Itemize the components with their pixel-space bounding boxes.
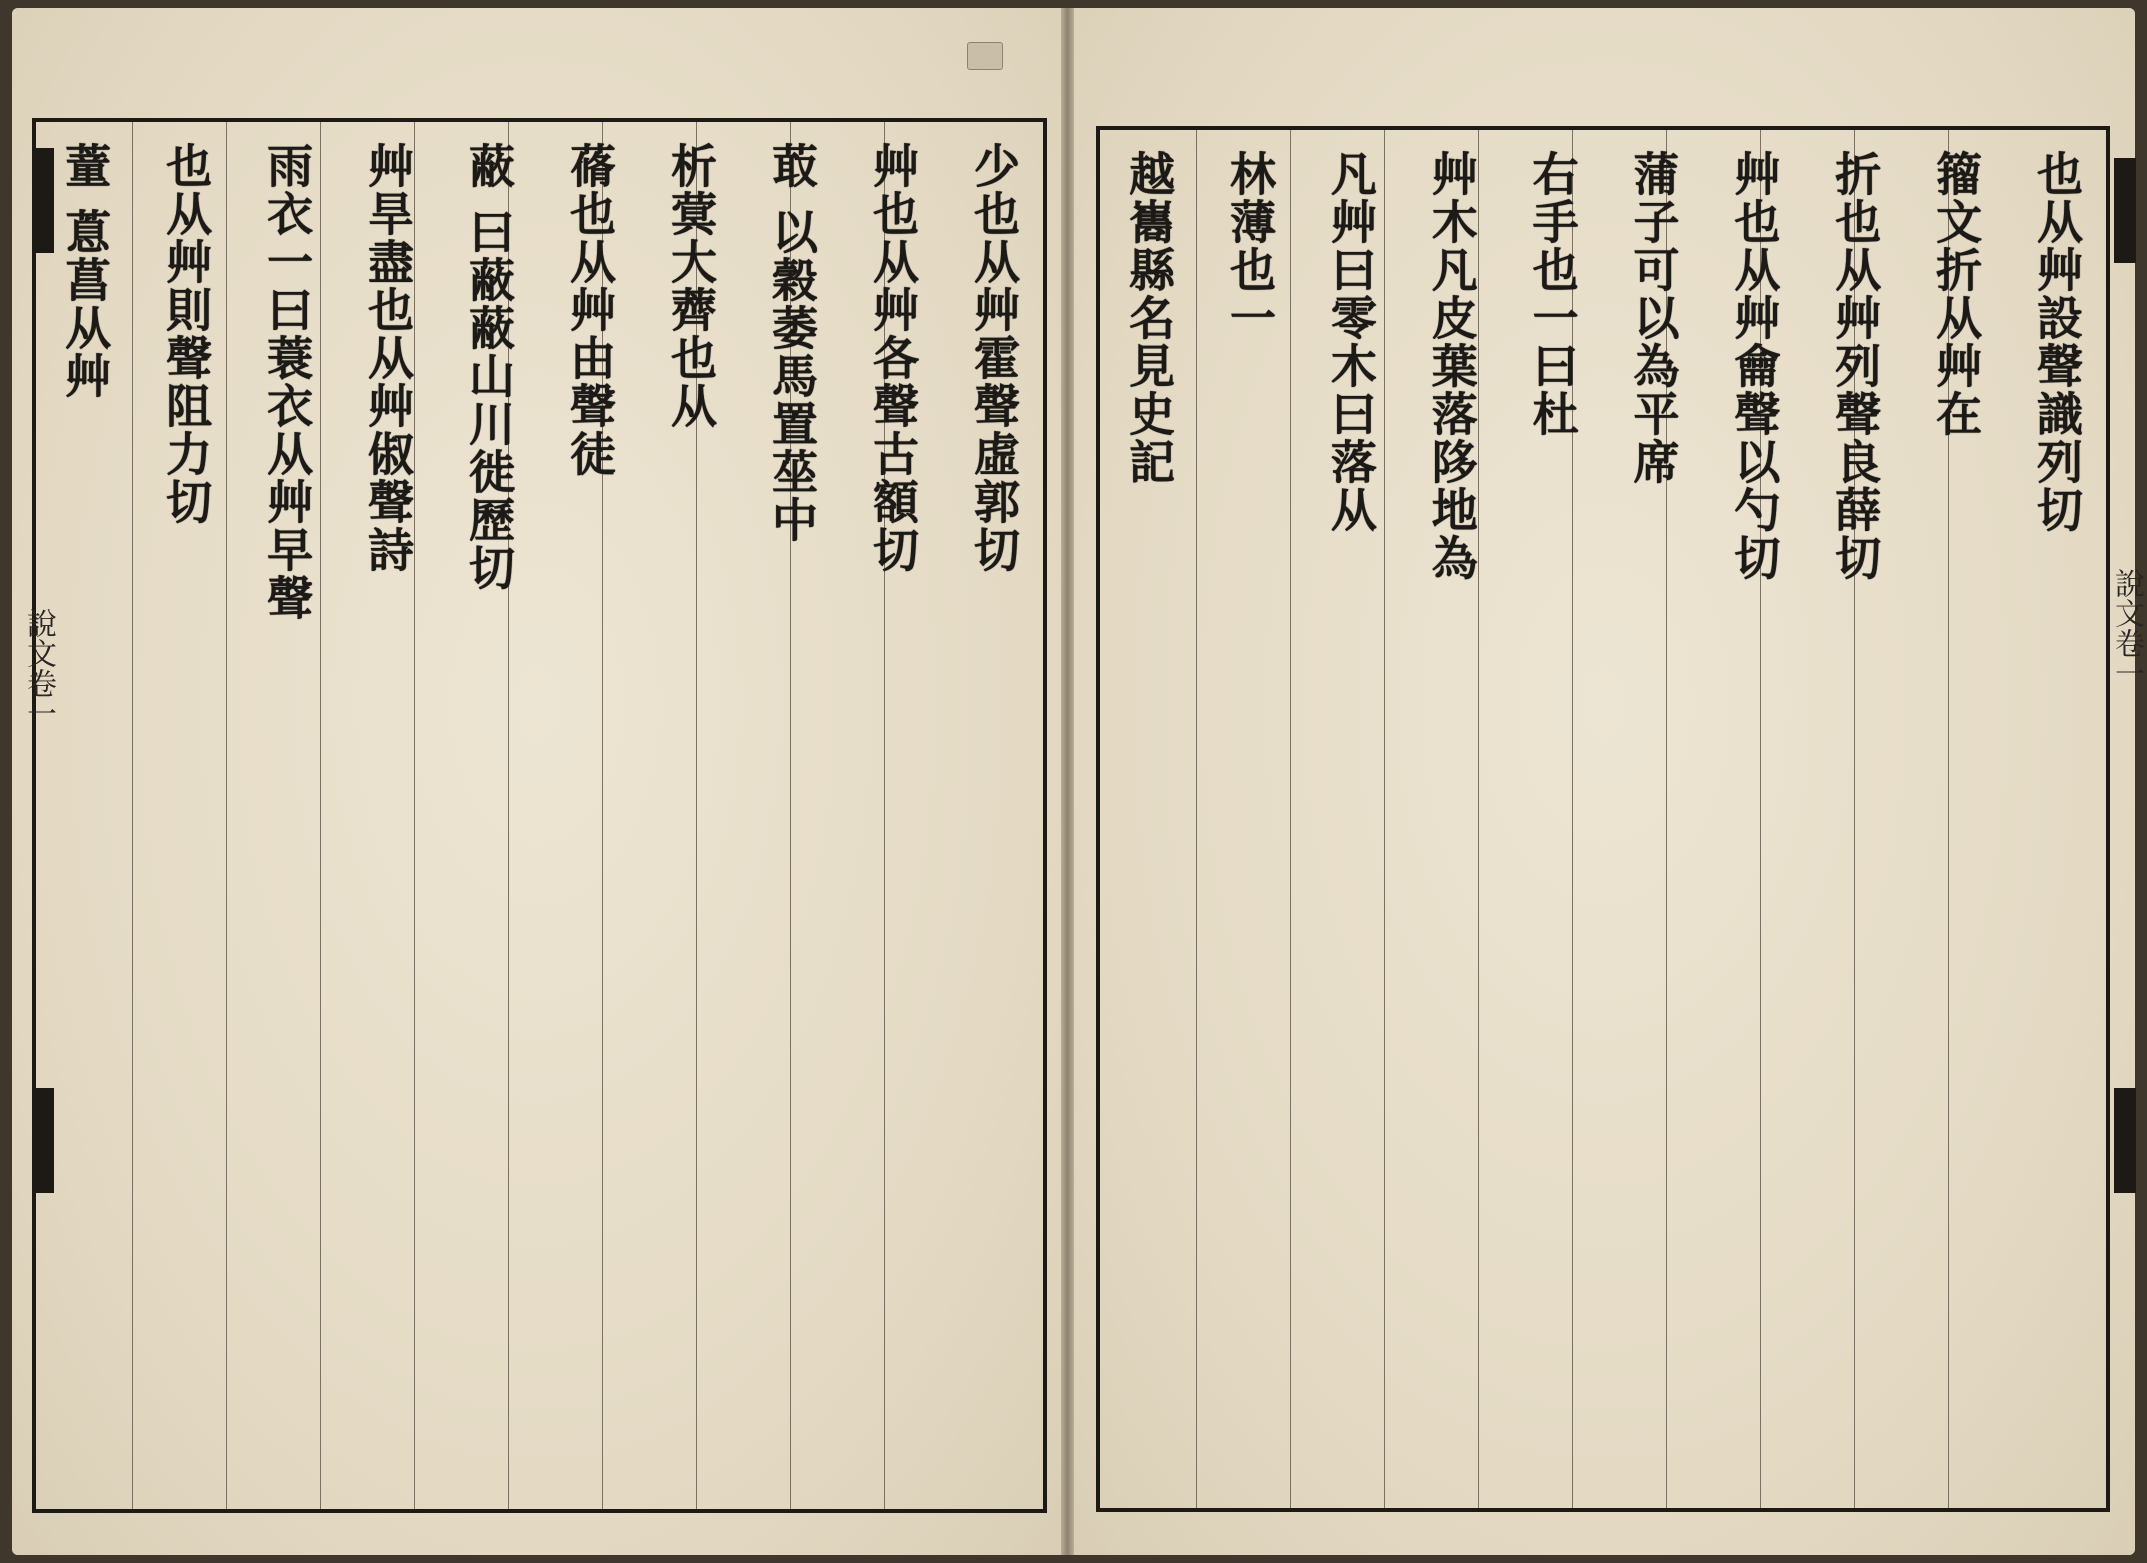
text-column: 越巂縣名見史記 [1122, 150, 1177, 486]
text-column: 也从艸則聲阻力切 [159, 142, 214, 526]
text-column: 林薄也一 [1222, 150, 1277, 342]
fishtail-mark [2114, 158, 2136, 263]
left-page-text [54, 142, 1025, 1489]
text-column: 蓨也从艸由聲徒 [563, 142, 618, 478]
text-column: 也从艸設聲識列切 [2029, 150, 2084, 534]
right-page [1074, 8, 2144, 1555]
book-spread [12, 8, 2144, 1555]
paper-repair-patch [967, 42, 1003, 70]
text-column: 艸木凡皮葉落陊地為 [1424, 150, 1479, 582]
margin-title: 說文卷一 [2109, 568, 2144, 688]
fishtail-mark [32, 1088, 54, 1193]
text-column: 少也从艸霍聲虛郭切 [966, 142, 1021, 574]
fishtail-mark [2114, 1088, 2136, 1193]
left-page-frame [32, 118, 1047, 1513]
text-column: 蒲子可以為平席 [1626, 150, 1681, 486]
text-column: 蔽 曰蔽蔽山川徙歷切 [462, 142, 517, 593]
text-column: 右手也一曰杜 [1525, 150, 1580, 438]
text-column: 艸也从艸龠聲以勺切 [1727, 150, 1782, 582]
margin-title: 說文卷一 [21, 608, 56, 728]
right-page-frame [1096, 126, 2110, 1512]
text-column: 析蓂大薺也从 [664, 142, 718, 430]
text-column: 凡艸曰零木曰落从 [1323, 150, 1378, 534]
fishtail-mark [32, 148, 54, 253]
text-column: 籀文折从艸在 [1929, 150, 1984, 438]
text-column: 艸旱盡也从艸俶聲詩 [361, 142, 416, 574]
text-column: 艸也从艸各聲古額切 [865, 142, 920, 574]
text-column: 蕫 蒠菖从艸 [58, 142, 113, 401]
text-column: 菆 以穀萎馬置莝中 [764, 142, 819, 545]
text-column: 雨衣一曰蓑衣从艸早聲 [260, 142, 315, 622]
right-page-text [1118, 150, 2088, 1488]
text-column: 折也从艸列聲良薛切 [1828, 150, 1883, 582]
book-gutter [1061, 8, 1074, 1555]
left-page [12, 8, 1061, 1555]
